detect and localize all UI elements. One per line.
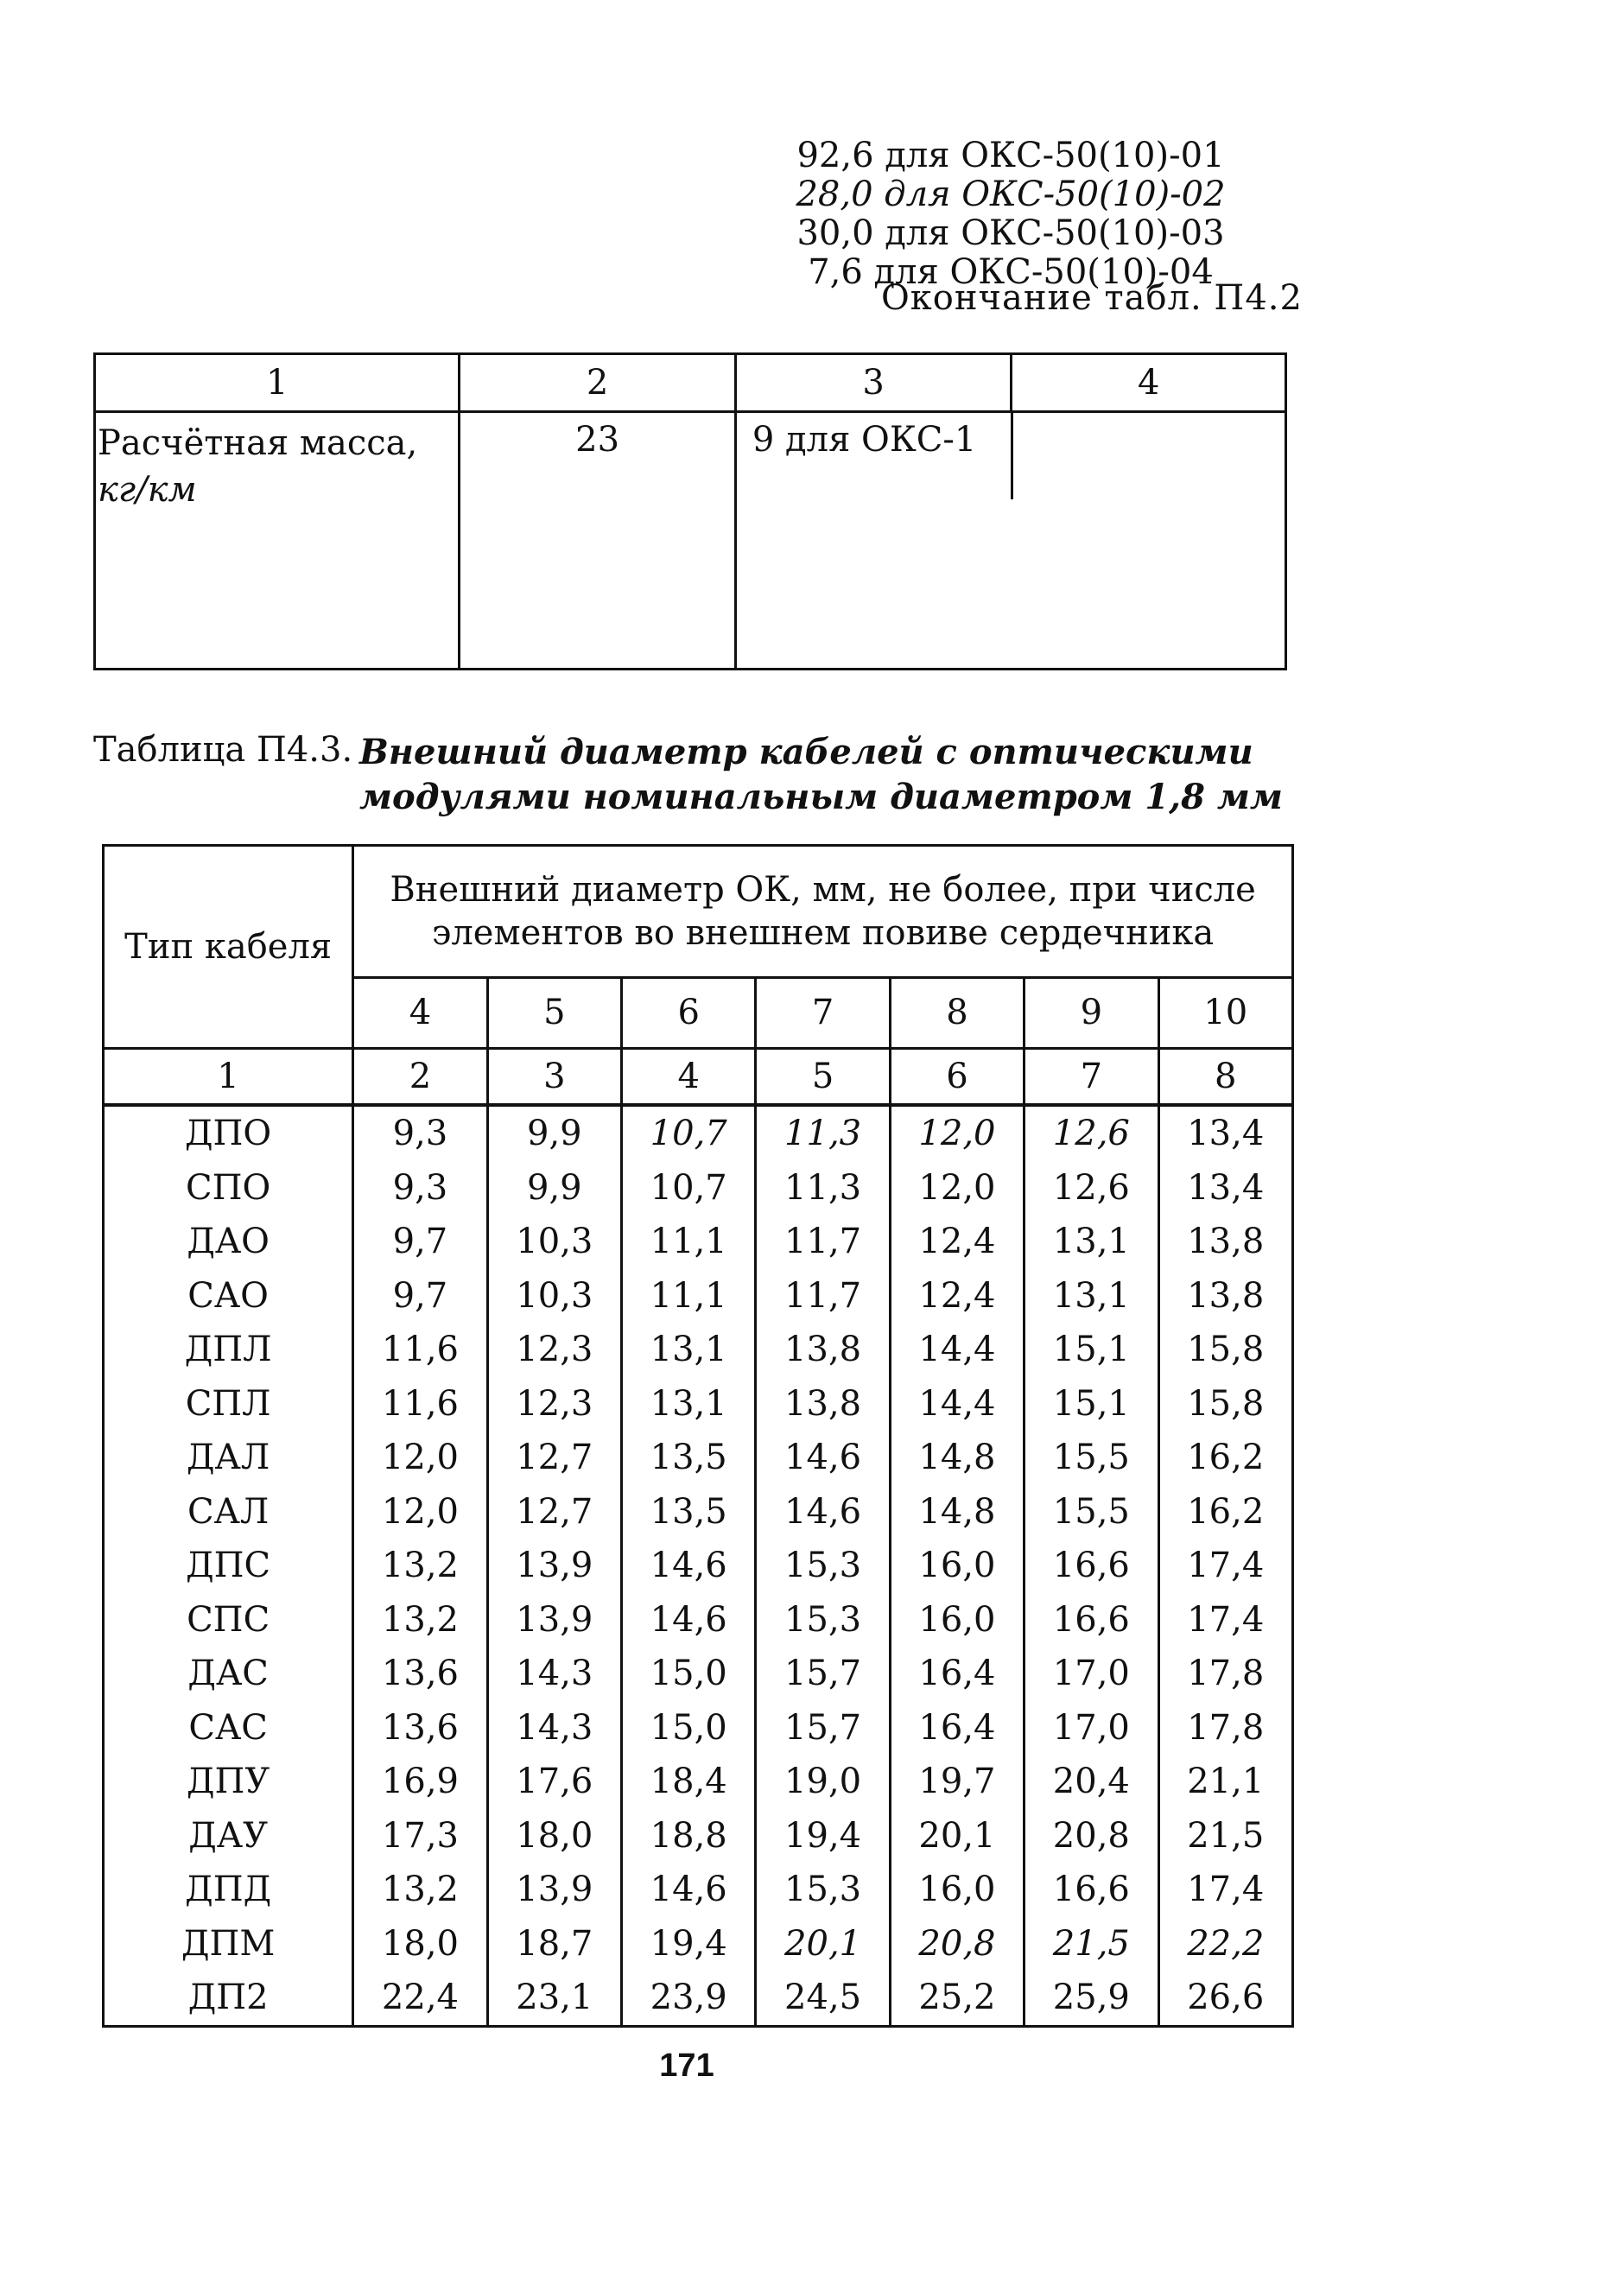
count-9: 9	[1025, 977, 1158, 1048]
value-cell: 12,3	[487, 1323, 621, 1377]
value-cell: 15,8	[1158, 1323, 1292, 1377]
value-cell: 14,8	[890, 1485, 1024, 1540]
value-cell: 13,8	[1158, 1269, 1292, 1324]
value-cell: 10,3	[487, 1215, 621, 1269]
value-cell: 13,2	[353, 1593, 487, 1648]
value-cell: 23,9	[622, 1971, 756, 2026]
partial-divider	[1011, 413, 1013, 499]
value-cell: 15,1	[1025, 1323, 1158, 1377]
value-cell: 13,1	[622, 1377, 756, 1432]
value-cell: 17,4	[1158, 1863, 1292, 1917]
cable-type: ДПУ	[104, 1755, 353, 1809]
value-cell: 12,0	[890, 1105, 1024, 1161]
value-cell: 16,4	[890, 1701, 1024, 1756]
table-row	[104, 1809, 1293, 1863]
index-4: 4	[622, 1049, 756, 1106]
mass-label-cell	[95, 412, 460, 670]
value-cell: 16,6	[1025, 1593, 1158, 1648]
value-cell: 14,6	[622, 1539, 756, 1593]
table-row	[104, 1917, 1293, 1971]
value-cell: 25,9	[1025, 1971, 1158, 2026]
value-cell: 21,5	[1025, 1917, 1158, 1971]
table-row	[104, 1323, 1293, 1377]
value-cell: 14,3	[487, 1701, 621, 1756]
value-cell: 19,7	[890, 1755, 1024, 1809]
value-cell: 15,5	[1025, 1431, 1158, 1485]
index-8: 8	[1158, 1049, 1292, 1106]
value-cell: 14,6	[622, 1863, 756, 1917]
value-cell: 11,6	[353, 1323, 487, 1377]
value-cell: 17,6	[487, 1755, 621, 1809]
value-cell: 18,0	[487, 1809, 621, 1863]
table-row	[104, 1485, 1293, 1540]
table-row	[104, 1593, 1293, 1648]
value-cell: 17,0	[1025, 1701, 1158, 1756]
variant-04: 7,6 для ОКС-50(10)-04	[808, 252, 1214, 292]
value-cell: 13,1	[622, 1323, 756, 1377]
value-cell: 12,4	[890, 1215, 1024, 1269]
value-cell: 24,5	[756, 1971, 890, 2026]
value-cell: 12,6	[1025, 1105, 1158, 1161]
value-cell: 15,3	[756, 1593, 890, 1648]
header-row-span	[104, 846, 1293, 978]
header-cell-1: 1	[95, 354, 460, 412]
mass-unit: кг/км	[98, 470, 197, 510]
value-cell: 13,2	[353, 1863, 487, 1917]
value-cell: 12,4	[890, 1269, 1024, 1324]
diameter-header-line1: Внешний диаметр ОК, мм, не более, при числе	[390, 869, 1256, 910]
caption-line-1: Внешний диаметр кабелей с оптическими	[359, 732, 1253, 772]
table-row	[104, 1971, 1293, 2026]
value-cell: 18,0	[353, 1917, 487, 1971]
table-row	[104, 1539, 1293, 1593]
value-cell: 13,8	[1158, 1215, 1292, 1269]
value-cell: 14,4	[890, 1377, 1024, 1432]
header-cell-3: 3	[735, 354, 1012, 412]
count-7: 7	[756, 977, 890, 1048]
cable-type: ДПЛ	[104, 1323, 353, 1377]
mass-value: 23	[575, 420, 620, 460]
cable-type: ДПО	[104, 1105, 353, 1161]
value-cell: 15,0	[622, 1647, 756, 1701]
value-cell: 16,2	[1158, 1485, 1292, 1540]
cable-type: ДП2	[104, 1971, 353, 2026]
table-row	[104, 1431, 1293, 1485]
value-cell: 13,6	[353, 1647, 487, 1701]
value-cell: 10,7	[622, 1105, 756, 1161]
index-6: 6	[890, 1049, 1024, 1106]
mass-value-cell	[460, 412, 736, 670]
oks1-cell	[735, 412, 1012, 670]
mass-variants	[734, 137, 1287, 292]
table-p4-3-prefix: Таблица П4.3.	[93, 730, 353, 770]
value-cell: 13,1	[1025, 1215, 1158, 1269]
value-cell: 14,6	[756, 1485, 890, 1540]
value-cell: 10,3	[487, 1269, 621, 1324]
table-row	[104, 1215, 1293, 1269]
value-cell: 14,6	[622, 1593, 756, 1648]
table-row	[104, 1269, 1293, 1324]
value-cell: 17,8	[1158, 1647, 1292, 1701]
value-cell: 13,8	[756, 1377, 890, 1432]
value-cell: 13,8	[756, 1323, 890, 1377]
value-cell: 15,3	[756, 1863, 890, 1917]
value-cell: 13,2	[353, 1539, 487, 1593]
diameter-header-line2: элементов во внешнем повиве сердечника	[431, 912, 1215, 953]
value-cell: 12,6	[1025, 1161, 1158, 1216]
value-cell: 9,7	[353, 1215, 487, 1269]
diameter-header	[353, 846, 1293, 978]
header-cell-4: 4	[1012, 354, 1286, 412]
value-cell: 13,9	[487, 1593, 621, 1648]
value-cell: 20,4	[1025, 1755, 1158, 1809]
continuation-caption: Окончание табл. П4.2	[881, 278, 1303, 318]
value-cell: 16,0	[890, 1539, 1024, 1593]
value-cell: 13,4	[1158, 1105, 1292, 1161]
cable-type: СПЛ	[104, 1377, 353, 1432]
value-cell: 12,3	[487, 1377, 621, 1432]
value-cell: 20,1	[756, 1917, 890, 1971]
value-cell: 18,8	[622, 1809, 756, 1863]
table-row	[104, 1377, 1293, 1432]
count-8: 8	[890, 977, 1024, 1048]
cable-type: ДАУ	[104, 1809, 353, 1863]
value-cell: 15,3	[756, 1539, 890, 1593]
cable-type: ДАО	[104, 1215, 353, 1269]
cable-type: ДПД	[104, 1863, 353, 1917]
value-cell: 14,8	[890, 1431, 1024, 1485]
value-cell: 23,1	[487, 1971, 621, 2026]
value-cell: 13,6	[353, 1701, 487, 1756]
value-cell: 15,0	[622, 1701, 756, 1756]
value-cell: 16,9	[353, 1755, 487, 1809]
value-cell: 12,0	[890, 1161, 1024, 1216]
cable-type: ДПМ	[104, 1917, 353, 1971]
table-header-row	[95, 354, 1286, 412]
value-cell: 13,5	[622, 1485, 756, 1540]
value-cell: 15,7	[756, 1701, 890, 1756]
value-cell: 13,9	[487, 1863, 621, 1917]
cable-type: ДАС	[104, 1647, 353, 1701]
mass-label-text: Расчётная масса,	[98, 423, 418, 463]
value-cell: 21,5	[1158, 1809, 1292, 1863]
value-cell: 14,4	[890, 1323, 1024, 1377]
value-cell: 21,1	[1158, 1755, 1292, 1809]
value-cell: 20,8	[1025, 1809, 1158, 1863]
cable-type: СПО	[104, 1161, 353, 1216]
count-5: 5	[487, 977, 621, 1048]
value-cell: 15,5	[1025, 1485, 1158, 1540]
value-cell: 15,1	[1025, 1377, 1158, 1432]
value-cell: 17,0	[1025, 1647, 1158, 1701]
index-5: 5	[756, 1049, 890, 1106]
value-cell: 22,4	[353, 1971, 487, 2026]
table-row	[104, 1701, 1293, 1756]
value-cell: 9,7	[353, 1269, 487, 1324]
value-cell: 11,3	[756, 1161, 890, 1216]
caption-line-2: модулями номинальным диаметром 1,8 мм	[359, 777, 1283, 817]
header-cell-2: 2	[460, 354, 736, 412]
value-cell: 26,6	[1158, 1971, 1292, 2026]
value-cell: 9,9	[487, 1105, 621, 1161]
index-3: 3	[487, 1049, 621, 1106]
value-cell: 12,7	[487, 1431, 621, 1485]
value-cell: 20,1	[890, 1809, 1024, 1863]
cable-type: САЛ	[104, 1485, 353, 1540]
variants-cell	[1012, 412, 1286, 670]
value-cell: 11,1	[622, 1269, 756, 1324]
value-cell: 11,7	[756, 1215, 890, 1269]
value-cell: 16,0	[890, 1863, 1024, 1917]
value-cell: 15,8	[1158, 1377, 1292, 1432]
table-row	[104, 1161, 1293, 1216]
value-cell: 13,4	[1158, 1161, 1292, 1216]
value-cell: 10,7	[622, 1161, 756, 1216]
table-body	[104, 1105, 1293, 2026]
variant-03: 30,0 для ОКС-50(10)-03	[796, 213, 1225, 253]
value-cell: 12,7	[487, 1485, 621, 1540]
table-row	[104, 1105, 1293, 1161]
value-cell: 11,3	[756, 1105, 890, 1161]
value-cell: 17,4	[1158, 1593, 1292, 1648]
page-number: 171	[659, 2048, 714, 2084]
table-row	[104, 1647, 1293, 1701]
count-4: 4	[353, 977, 487, 1048]
cable-type: ДАЛ	[104, 1431, 353, 1485]
oks1-value: 9 для ОКС-1	[752, 420, 977, 460]
value-cell: 16,4	[890, 1647, 1024, 1701]
variant-02: 28,0 для ОКС-50(10)-02	[796, 175, 1226, 214]
table-row	[104, 1863, 1293, 1917]
value-cell: 17,4	[1158, 1539, 1292, 1593]
header-row-indices	[104, 1049, 1293, 1106]
value-cell: 17,3	[353, 1809, 487, 1863]
cable-type: СПС	[104, 1593, 353, 1648]
value-cell: 9,9	[487, 1161, 621, 1216]
value-cell: 22,2	[1158, 1917, 1292, 1971]
value-cell: 11,6	[353, 1377, 487, 1432]
cable-type: САС	[104, 1701, 353, 1756]
count-10: 10	[1158, 977, 1292, 1048]
value-cell: 9,3	[353, 1105, 487, 1161]
value-cell: 13,1	[1025, 1269, 1158, 1324]
value-cell: 17,8	[1158, 1701, 1292, 1756]
value-cell: 9,3	[353, 1161, 487, 1216]
value-cell: 14,3	[487, 1647, 621, 1701]
variant-01: 92,6 для ОКС-50(10)-01	[796, 136, 1225, 175]
value-cell: 11,1	[622, 1215, 756, 1269]
value-cell: 13,5	[622, 1431, 756, 1485]
cable-type: ДПС	[104, 1539, 353, 1593]
index-7: 7	[1025, 1049, 1158, 1106]
value-cell: 11,7	[756, 1269, 890, 1324]
table-p4-3	[102, 844, 1294, 2028]
index-1: 1	[104, 1049, 353, 1106]
count-6: 6	[622, 977, 756, 1048]
type-header: Тип кабеля	[104, 846, 353, 1049]
mass-label	[98, 420, 417, 513]
value-cell: 25,2	[890, 1971, 1024, 2026]
value-cell: 16,6	[1025, 1863, 1158, 1917]
value-cell: 15,7	[756, 1647, 890, 1701]
value-cell: 12,0	[353, 1485, 487, 1540]
value-cell: 16,0	[890, 1593, 1024, 1648]
value-cell: 18,4	[622, 1755, 756, 1809]
value-cell: 18,7	[487, 1917, 621, 1971]
cable-type: САО	[104, 1269, 353, 1324]
value-cell: 19,0	[756, 1755, 890, 1809]
table-p4-3-title	[359, 730, 1283, 820]
value-cell: 12,0	[353, 1431, 487, 1485]
value-cell: 19,4	[622, 1917, 756, 1971]
value-cell: 19,4	[756, 1809, 890, 1863]
table-p4-2-end	[93, 352, 1287, 670]
value-cell: 16,6	[1025, 1539, 1158, 1593]
value-cell: 13,9	[487, 1539, 621, 1593]
value-cell: 16,2	[1158, 1431, 1292, 1485]
table-row	[95, 412, 1286, 670]
index-2: 2	[353, 1049, 487, 1106]
value-cell: 20,8	[890, 1917, 1024, 1971]
value-cell: 14,6	[756, 1431, 890, 1485]
table-row	[104, 1755, 1293, 1809]
